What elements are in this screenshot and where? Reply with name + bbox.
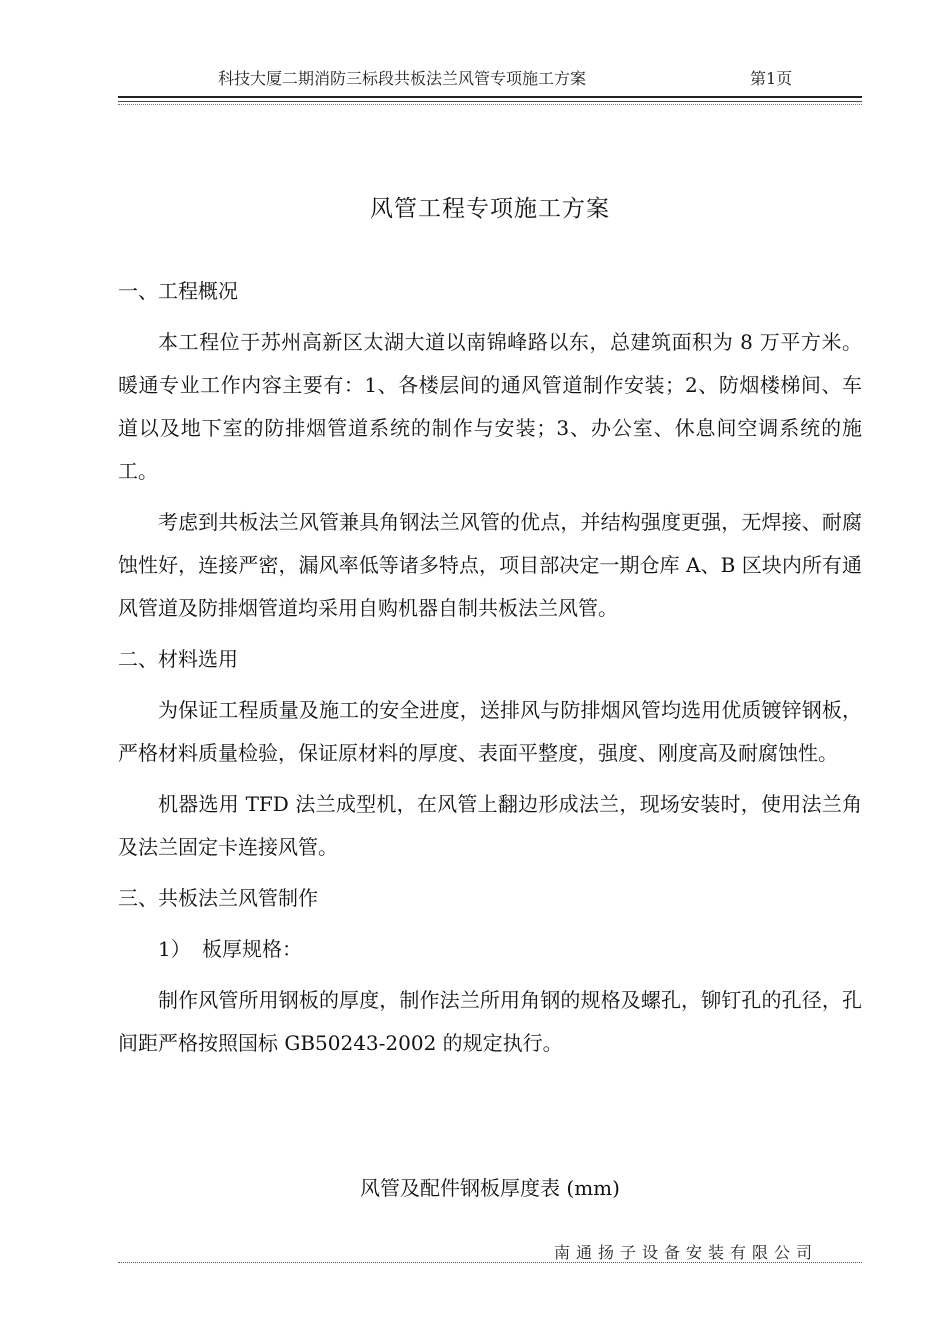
page-header (118, 66, 862, 90)
header-rule-thin (118, 101, 862, 102)
header-title: 科技大厦二期消防三标段共板法兰风管专项施工方案 (218, 69, 587, 88)
subitem-number: 1） (158, 937, 191, 961)
document-body (118, 270, 862, 1065)
overview-paragraph-1: 本工程位于苏州高新区太湖大道以南锦峰路以东，总建筑面积为 8 万平方米。暖通专业工作内容主要有：1、各楼层间的通风管道制作安装；2、防烟楼梯间、车道以及地下室的防排烟管道系统的制作与安装；3、办公室、休息间空调系统的施工。 (118, 330, 862, 483)
subitem-plate-thickness (118, 928, 862, 971)
overview-paragraph-2: 考虑到共板法兰风管兼具角钢法兰风管的优点，并结构强度更强，无焊接、耐腐蚀性好，连接严密，漏风率低等诸多特点，项目部决定一期仓库 A、B 区块内所有通风管道及防排烟管道均采用自购机器自制共板法兰风管。 (118, 510, 862, 620)
table-caption: 风管及配件钢板厚度表 (mm) (360, 1176, 620, 1200)
document-title: 风管工程专项施工方案 (370, 196, 610, 222)
materials-paragraph-2: 机器选用 TFD 法兰成型机，在风管上翻边形成法兰，现场安装时，使用法兰角及法兰固定卡连接风管。 (118, 792, 862, 859)
section-heading-fabrication: 三、共板法兰风管制作 (118, 886, 318, 910)
header-page-number: 第1页 (750, 69, 793, 88)
section-heading-overview: 一、工程概况 (118, 279, 238, 303)
section-heading-materials: 二、材料选用 (118, 647, 238, 671)
fabrication-paragraph-1: 制作风管所用钢板的厚度，制作法兰所用角钢的规格及螺孔，铆钉孔的孔径，孔间距严格按照国标 GB50243-2002 的规定执行。 (118, 988, 862, 1055)
header-rule-dotted (118, 104, 862, 105)
materials-paragraph-1: 为保证工程质量及施工的安全进度，送排风与防排烟风管均选用优质镀锌钢板，严格材料质量检验，保证原材料的厚度、表面平整度，强度、刚度高及耐腐蚀性。 (118, 698, 862, 765)
header-rule-thick (118, 96, 862, 98)
subitem-label: 板厚规格： (202, 937, 302, 961)
footer-company: 南通扬子设备安装有限公司 (553, 1243, 818, 1262)
footer-rule (118, 1262, 862, 1263)
